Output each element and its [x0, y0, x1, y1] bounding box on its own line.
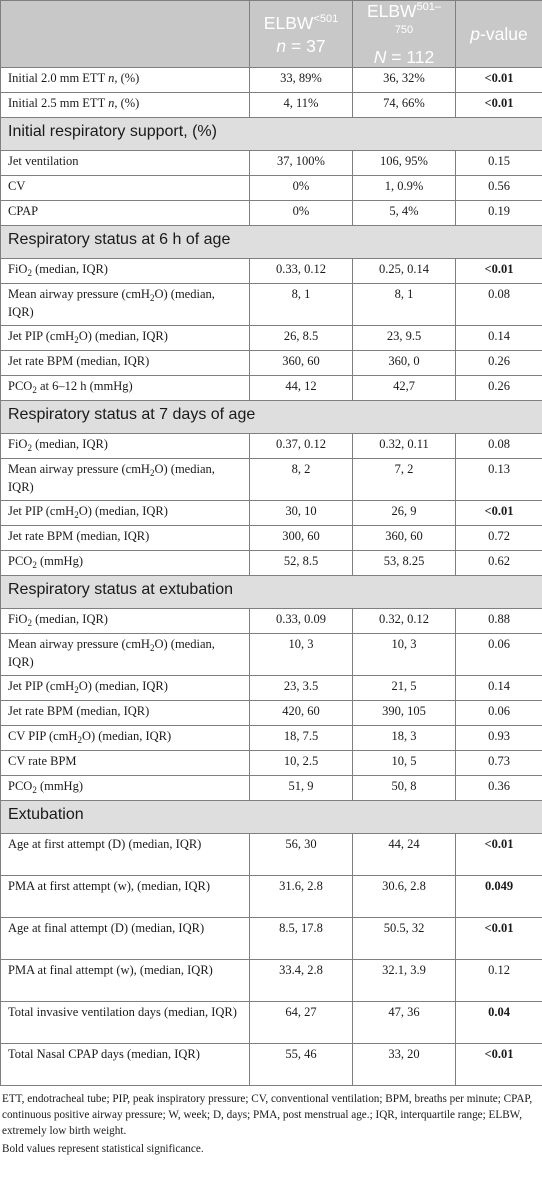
- cell-p-value: 0.08: [456, 434, 542, 459]
- label-text: FiO: [8, 437, 28, 451]
- row-label: [1, 609, 250, 634]
- row-label: Total invasive ventilation days (median, IQR): [1, 1002, 250, 1044]
- cell-elbw-under-501: 26, 8.5: [250, 326, 353, 351]
- cell-p-value: 0.56: [456, 176, 542, 201]
- cell-elbw-501-750: 0.32, 0.11: [353, 434, 456, 459]
- label-text: (median, IQR): [31, 262, 108, 276]
- cell-elbw-501-750: 106, 95%: [353, 151, 456, 176]
- cell-p-value: 0.26: [456, 351, 542, 376]
- table-row: [1, 526, 542, 551]
- header-empty-cell: [1, 1, 250, 68]
- cell-elbw-501-750: 23, 9.5: [353, 326, 456, 351]
- cell-elbw-under-501: 31.6, 2.8: [250, 876, 353, 918]
- table-row: [1, 93, 542, 118]
- cell-elbw-under-501: 10, 3: [250, 634, 353, 676]
- label-text: Initial 2.0 mm ETT: [8, 71, 109, 85]
- row-label: CPAP: [1, 201, 250, 226]
- table-row: [1, 326, 542, 351]
- label-text: Mean airway pressure (cmH: [8, 287, 150, 301]
- label-subscript: 2: [74, 510, 79, 520]
- row-label: [1, 459, 250, 501]
- table-row: [1, 201, 542, 226]
- label-subscript: 2: [74, 685, 79, 695]
- cell-elbw-under-501: 44, 12: [250, 376, 353, 401]
- table-row: [1, 551, 542, 576]
- row-label: Jet rate BPM (median, IQR): [1, 526, 250, 551]
- label-text: Jet PIP (cmH: [8, 679, 75, 693]
- cell-p-value: <0.01: [456, 918, 542, 960]
- cell-p-value: 0.14: [456, 676, 542, 701]
- cell-elbw-under-501: 300, 60: [250, 526, 353, 551]
- cell-p-value: 0.26: [456, 376, 542, 401]
- table-body: [1, 68, 542, 1086]
- label-text: (median, IQR): [31, 437, 108, 451]
- cell-p-value: 0.62: [456, 551, 542, 576]
- cell-elbw-under-501: 4, 11%: [250, 93, 353, 118]
- cell-elbw-under-501: 18, 7.5: [250, 726, 353, 751]
- cell-elbw-501-750: 36, 32%: [353, 68, 456, 93]
- table-row: [1, 376, 542, 401]
- row-label: Jet ventilation: [1, 151, 250, 176]
- row-label: Age at final attempt (D) (median, IQR): [1, 918, 250, 960]
- cell-elbw-under-501: 0.33, 0.12: [250, 259, 353, 284]
- table-row: [1, 609, 542, 634]
- cell-elbw-501-750: 0.32, 0.12: [353, 609, 456, 634]
- cell-elbw-under-501: 10, 2.5: [250, 751, 353, 776]
- label-text: Mean airway pressure (cmH: [8, 462, 150, 476]
- table-row: [1, 434, 542, 459]
- label-text: O) (median, IQR): [81, 729, 172, 743]
- table-row: [1, 459, 542, 501]
- table-row: [1, 68, 542, 93]
- row-label: [1, 284, 250, 326]
- label-text: (mmHg): [36, 554, 84, 568]
- cell-elbw-501-750: 18, 3: [353, 726, 456, 751]
- row-label: Total Nasal CPAP days (median, IQR): [1, 1044, 250, 1086]
- cell-p-value: <0.01: [456, 259, 542, 284]
- footnote-bold-note: Bold values represent statistical significance.: [2, 1143, 204, 1155]
- header-elbw-501-750-sup: 501–750: [394, 1, 442, 36]
- cell-elbw-501-750: 30.6, 2.8: [353, 876, 456, 918]
- label-text: Initial 2.5 mm ETT: [8, 96, 109, 110]
- label-text: O) (median, IQR): [78, 679, 168, 693]
- cell-elbw-501-750: 360, 60: [353, 526, 456, 551]
- cell-elbw-501-750: 360, 0: [353, 351, 456, 376]
- table-row: [1, 676, 542, 701]
- section-header-row: [1, 401, 542, 434]
- table-row: [1, 176, 542, 201]
- label-text: (median, IQR): [31, 612, 108, 626]
- row-label: [1, 634, 250, 676]
- row-label: [1, 376, 250, 401]
- cell-elbw-501-750: 21, 5: [353, 676, 456, 701]
- cell-elbw-under-501: 56, 30: [250, 834, 353, 876]
- cell-elbw-under-501: 8.5, 17.8: [250, 918, 353, 960]
- header-elbw-501-750: [353, 1, 456, 68]
- cell-elbw-501-750: 0.25, 0.14: [353, 259, 456, 284]
- cell-elbw-under-501: 8, 1: [250, 284, 353, 326]
- table-row: [1, 634, 542, 676]
- header-elbw-501-750-n-label: N: [373, 47, 387, 67]
- cell-p-value: 0.72: [456, 526, 542, 551]
- table-header: [1, 1, 542, 68]
- cell-elbw-501-750: 74, 66%: [353, 93, 456, 118]
- cell-p-value: <0.01: [456, 834, 542, 876]
- label-subscript: 2: [149, 293, 155, 303]
- label-text: FiO: [8, 262, 28, 276]
- header-elbw-501-750-base: ELBW: [366, 1, 417, 21]
- table-row: [1, 876, 542, 918]
- row-label: [1, 326, 250, 351]
- cell-elbw-under-501: 64, 27: [250, 1002, 353, 1044]
- table-row: [1, 284, 542, 326]
- table-row: [1, 1044, 542, 1086]
- row-label: PMA at first attempt (w), (median, IQR): [1, 876, 250, 918]
- table-row: [1, 960, 542, 1002]
- cell-elbw-501-750: 44, 24: [353, 834, 456, 876]
- label-subscript: 2: [149, 468, 155, 478]
- cell-elbw-under-501: 0%: [250, 176, 353, 201]
- header-elbw-under-501-base: ELBW: [263, 12, 314, 33]
- header-row: [1, 1, 542, 68]
- label-text: PCO: [8, 554, 33, 568]
- cell-p-value: <0.01: [456, 1044, 542, 1086]
- cell-elbw-under-501: 0.37, 0.12: [250, 434, 353, 459]
- cell-elbw-under-501: 33, 89%: [250, 68, 353, 93]
- label-italic: n: [108, 71, 115, 85]
- header-p-value: [456, 1, 542, 68]
- cell-p-value: 0.88: [456, 609, 542, 634]
- label-text: O) (median, IQR): [78, 504, 168, 518]
- cell-elbw-under-501: 30, 10: [250, 501, 353, 526]
- cell-elbw-under-501: 55, 46: [250, 1044, 353, 1086]
- cell-elbw-under-501: 52, 8.5: [250, 551, 353, 576]
- cell-elbw-501-750: 33, 20: [353, 1044, 456, 1086]
- cell-elbw-under-501: 0.33, 0.09: [250, 609, 353, 634]
- table-row: [1, 918, 542, 960]
- cell-elbw-under-501: 51, 9: [250, 776, 353, 801]
- cell-p-value: 0.06: [456, 634, 542, 676]
- label-text: O) (median, IQR): [8, 287, 215, 319]
- header-p-label: p: [470, 24, 481, 44]
- cell-elbw-501-750: 32.1, 3.9: [353, 960, 456, 1002]
- cell-elbw-under-501: 37, 100%: [250, 151, 353, 176]
- footnote-abbreviations: ETT, endotracheal tube; PIP, peak inspiratory pressure; CV, conventional ventilation; BPM, breaths per minute; CPAP, continuous positive airway pressure; W, week; D, days; PMA, post menstrual age.; IQR, interquartile range; ELBW, extremely low birth weight.: [2, 1093, 533, 1137]
- cell-p-value: 0.19: [456, 201, 542, 226]
- label-text: CV PIP (cmH: [8, 729, 78, 743]
- section-title: Initial respiratory support, (%): [1, 118, 542, 151]
- row-label: [1, 551, 250, 576]
- header-elbw-under-501-n-label: n: [276, 35, 287, 56]
- label-subscript: 2: [27, 443, 32, 453]
- label-subscript: 2: [32, 560, 37, 570]
- header-elbw-under-501-n-value: = 37: [291, 35, 326, 56]
- label-text: at 6–12 h (mmHg): [36, 379, 133, 393]
- cell-elbw-501-750: 390, 105: [353, 701, 456, 726]
- label-text: (mmHg): [36, 779, 84, 793]
- cell-p-value: 0.93: [456, 726, 542, 751]
- row-label: CV rate BPM: [1, 751, 250, 776]
- row-label: [1, 68, 250, 93]
- label-subscript: 2: [74, 335, 79, 345]
- cell-p-value: 0.13: [456, 459, 542, 501]
- row-label: Jet rate BPM (median, IQR): [1, 351, 250, 376]
- cell-p-value: <0.01: [456, 501, 542, 526]
- table-row: [1, 701, 542, 726]
- cell-elbw-under-501: 0%: [250, 201, 353, 226]
- row-label: [1, 501, 250, 526]
- table-row: [1, 726, 542, 751]
- label-text: O) (median, IQR): [78, 329, 168, 343]
- cell-elbw-501-750: 10, 5: [353, 751, 456, 776]
- cell-elbw-501-750: 26, 9: [353, 501, 456, 526]
- row-label: Age at first attempt (D) (median, IQR): [1, 834, 250, 876]
- label-text: O) (median, IQR): [8, 637, 215, 669]
- section-header-row: [1, 576, 542, 609]
- label-subscript: 2: [149, 643, 155, 653]
- row-label: PMA at final attempt (w), (median, IQR): [1, 960, 250, 1002]
- table-row: [1, 834, 542, 876]
- row-label: [1, 776, 250, 801]
- cell-p-value: 0.06: [456, 701, 542, 726]
- cell-elbw-501-750: 47, 36: [353, 1002, 456, 1044]
- table-row: [1, 501, 542, 526]
- row-label: [1, 676, 250, 701]
- label-text: , (%): [114, 96, 140, 110]
- label-text: Jet PIP (cmH: [8, 504, 75, 518]
- row-label: Jet rate BPM (median, IQR): [1, 701, 250, 726]
- table-row: [1, 259, 542, 284]
- label-italic: n: [108, 96, 115, 110]
- cell-elbw-501-750: 5, 4%: [353, 201, 456, 226]
- table-row: [1, 776, 542, 801]
- cell-elbw-under-501: 8, 2: [250, 459, 353, 501]
- row-label: [1, 726, 250, 751]
- label-subscript: 2: [32, 385, 37, 395]
- row-label: CV: [1, 176, 250, 201]
- row-label: [1, 93, 250, 118]
- cell-elbw-501-750: 10, 3: [353, 634, 456, 676]
- cell-p-value: 0.14: [456, 326, 542, 351]
- header-elbw-under-501-sup: <501: [313, 12, 339, 25]
- cell-elbw-under-501: 420, 60: [250, 701, 353, 726]
- row-label: [1, 259, 250, 284]
- cell-elbw-501-750: 8, 1: [353, 284, 456, 326]
- section-title: Extubation: [1, 801, 542, 834]
- cell-elbw-under-501: 23, 3.5: [250, 676, 353, 701]
- table-footnote: [0, 1086, 542, 1157]
- section-header-row: [1, 118, 542, 151]
- cell-p-value: 0.12: [456, 960, 542, 1002]
- section-header-row: [1, 801, 542, 834]
- header-elbw-501-750-n-value: = 112: [391, 47, 435, 67]
- cell-elbw-501-750: 7, 2: [353, 459, 456, 501]
- cell-elbw-501-750: 50.5, 32: [353, 918, 456, 960]
- cell-p-value: 0.08: [456, 284, 542, 326]
- label-text: Mean airway pressure (cmH: [8, 637, 150, 651]
- cell-p-value: 0.36: [456, 776, 542, 801]
- table-row: [1, 151, 542, 176]
- label-text: PCO: [8, 779, 33, 793]
- cell-p-value: <0.01: [456, 93, 542, 118]
- header-elbw-under-501: [250, 1, 353, 68]
- label-text: PCO: [8, 379, 33, 393]
- cell-p-value: 0.049: [456, 876, 542, 918]
- section-title: Respiratory status at 6 h of age: [1, 226, 542, 259]
- cell-elbw-501-750: 42,7: [353, 376, 456, 401]
- cell-elbw-under-501: 33.4, 2.8: [250, 960, 353, 1002]
- cell-elbw-501-750: 1, 0.9%: [353, 176, 456, 201]
- section-header-row: [1, 226, 542, 259]
- section-title: Respiratory status at 7 days of age: [1, 401, 542, 434]
- cell-elbw-501-750: 50, 8: [353, 776, 456, 801]
- label-text: O) (median, IQR): [8, 462, 215, 494]
- label-subscript: 2: [32, 785, 37, 795]
- table-row: [1, 751, 542, 776]
- cell-p-value: 0.04: [456, 1002, 542, 1044]
- label-subscript: 2: [27, 618, 32, 628]
- cell-p-value: 0.15: [456, 151, 542, 176]
- label-subscript: 2: [27, 268, 32, 278]
- cell-elbw-501-750: 53, 8.25: [353, 551, 456, 576]
- header-p-rest: -value: [480, 24, 528, 44]
- cell-p-value: <0.01: [456, 68, 542, 93]
- table-row: [1, 351, 542, 376]
- table-row: [1, 1002, 542, 1044]
- cell-p-value: 0.73: [456, 751, 542, 776]
- section-title: Respiratory status at extubation: [1, 576, 542, 609]
- cell-elbw-under-501: 360, 60: [250, 351, 353, 376]
- label-text: FiO: [8, 612, 28, 626]
- row-label: [1, 434, 250, 459]
- label-subscript: 2: [77, 735, 82, 745]
- label-text: Jet PIP (cmH: [8, 329, 75, 343]
- label-text: , (%): [114, 71, 140, 85]
